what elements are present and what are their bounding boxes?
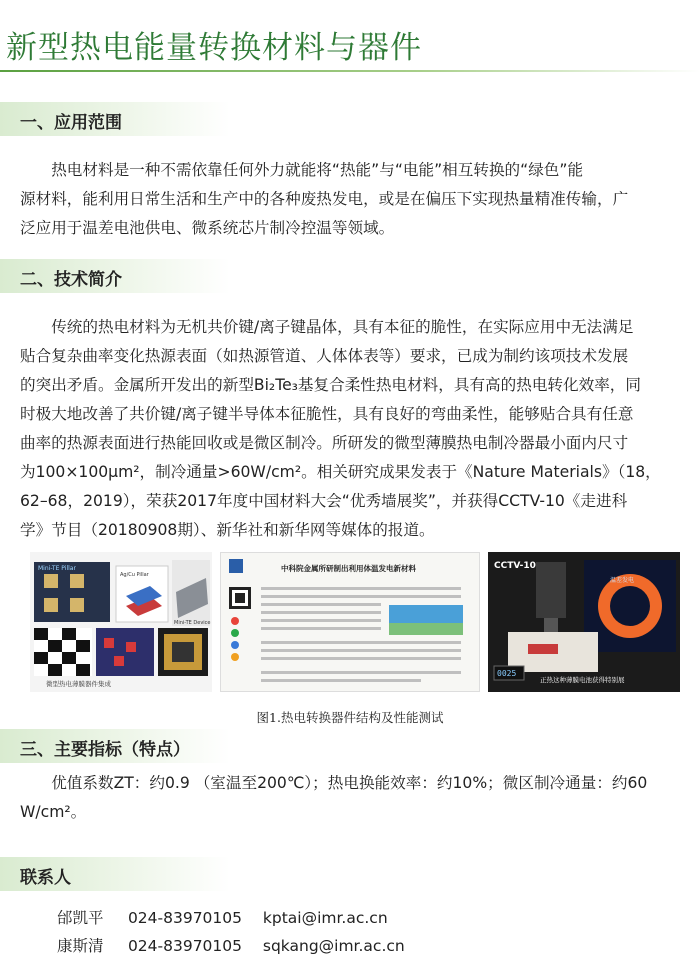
title-divider [0, 70, 700, 72]
paragraph-line: 传统的热电材料为无机共价键/离子键晶体，具有本征的脆性，在实际应用中无法满足 [20, 318, 634, 336]
section-heading-metrics [0, 729, 230, 763]
contact-row [57, 934, 405, 956]
paragraph-line: 贴合复杂曲率变化热源表面（如热源管道、人体体表等）要求，已成为制约该项技术发展 [20, 347, 629, 365]
figure-panel-news-article [220, 552, 480, 692]
paragraph-line: 的突出矛盾。金属所开发出的新型Bi₂Te₃基复合柔性热电材料，具有高的热电转化效率，同 [20, 376, 641, 394]
figure-caption: 图1.热电转换器件结构及性能测试 [256, 710, 444, 725]
panel1-tag: Mini-TE Pillar [38, 565, 76, 572]
section-heading-label: 联系人 [20, 868, 71, 888]
paragraph-line: 源材料，能利用日常生活和生产中的各种废热发电，或是在偏压下实现热量精准传输，广 [20, 190, 629, 208]
news-article-illustration [221, 553, 480, 692]
section-heading-label: 三、主要指标（特点） [20, 740, 190, 760]
contact-email[interactable]: sqkang@imr.ac.cn [262, 937, 405, 955]
contact-row [57, 906, 388, 928]
page-title: 新型热电能量转换材料与器件 [6, 30, 422, 66]
contact-name: 康斯清 [57, 937, 104, 955]
application-paragraph [20, 156, 696, 243]
contact-phone: 024-83970105 [127, 937, 243, 955]
section-heading-technology [0, 259, 230, 293]
panel1-tag: Mini-TE Device [174, 620, 211, 626]
contact-email[interactable]: kptai@imr.ac.cn [262, 909, 388, 927]
paragraph-line: W/cm²。 [20, 803, 87, 821]
cctv-demo-illustration [488, 552, 680, 692]
paragraph-line: 泛应用于温差电池供电、微系统芯片制冷控温等领域。 [20, 219, 395, 237]
contact-phone: 024-83970105 [127, 909, 243, 927]
device-structure-illustration [30, 552, 212, 692]
figure-device-images [30, 552, 680, 702]
figure-panel-device-structure [30, 552, 212, 692]
section-heading-contacts [0, 857, 230, 891]
panel1-tag: Ag/Cu Pillar [120, 572, 149, 578]
figure-panel-cctv-demo [488, 552, 680, 692]
screen-text: 温差发电 [610, 577, 635, 584]
section-heading-application [0, 102, 230, 136]
paragraph-line: 热电材料是一种不需依靠任何外力就能将“热能”与“电能”相互转换的“绿色”能 [20, 161, 584, 179]
paragraph-line: 为100×100μm²，制冷通量>60W/cm²。相关研究成果发表于《Nature Materials》（18， [20, 463, 661, 481]
cctv-counter: 0025 [497, 669, 517, 678]
paragraph-line: 时极大地改善了共价键/离子键半导体本征脆性，具有良好的弯曲柔性，能够贴合具有任意 [20, 405, 634, 423]
section-heading-label: 一、应用范围 [20, 113, 122, 133]
paragraph-line: 学》节目（20180908期）、新华社和新华网等媒体的报道。 [20, 521, 435, 539]
paragraph-line: 优值系数ZT：约0.9 （室温至200℃）；热电换能效率：约10%；微区制冷通量：约60 [20, 774, 648, 792]
section-heading-label: 二、技术简介 [20, 270, 122, 290]
metrics-paragraph [20, 769, 696, 827]
panel1-label: 微型热电薄膜器件集成 [46, 680, 111, 688]
paragraph-line: 62–68，2019），荣获2017年度中国材料大会“优秀墙展奖”，并获得CCTV-10《走进科 [20, 492, 628, 510]
cctv-subtitle: 正热这种薄膜电池获得特别展 [540, 676, 625, 684]
news-headline: 中科院金属所研制出利用体温发电新材料 [281, 564, 416, 573]
technology-paragraph [20, 313, 696, 545]
paragraph-line: 曲率的热源表面进行热能回收或是微区制冷。所研发的微型薄膜热电制冷器最小面内尺寸 [20, 434, 629, 452]
contact-name: 邰凯平 [57, 909, 104, 927]
cctv-logo: CCTV-10 [494, 561, 536, 571]
